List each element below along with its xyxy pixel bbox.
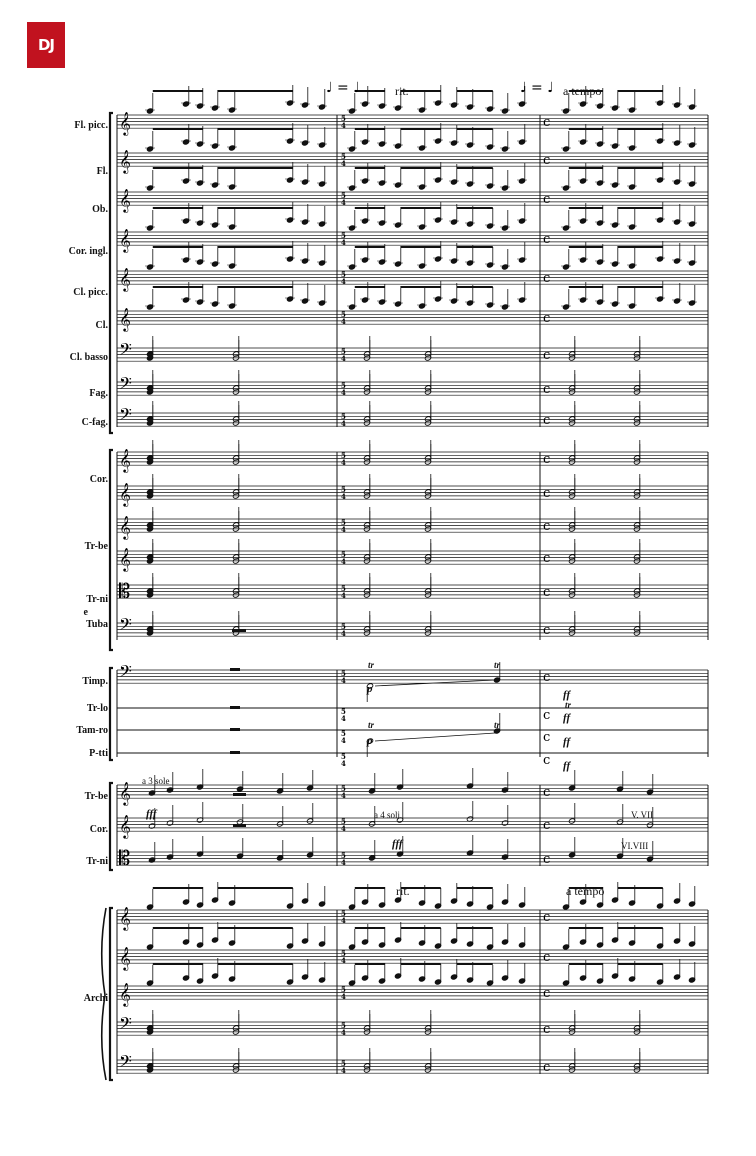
label-cl: Cl.: [95, 320, 108, 331]
common-time: c: [543, 311, 551, 326]
trill-trlo: tr: [565, 700, 572, 710]
whole-rest-perc: [230, 668, 240, 671]
common-time: c: [543, 271, 551, 286]
time-sig-5: 5: [341, 1021, 346, 1030]
tamro-roll-line: [375, 733, 495, 741]
common-time: c: [543, 232, 551, 247]
time-sig-5: 5: [341, 909, 346, 918]
label-cor-ingl: Cor. ingl.: [68, 246, 108, 257]
label-cl-basso: Cl. basso: [69, 352, 108, 363]
time-sig-4: 4: [341, 1066, 346, 1075]
label-fl: Fl.: [96, 166, 108, 177]
common-time: c: [543, 519, 551, 534]
label-cor: Cor.: [89, 474, 108, 485]
treble-clef: 𝄞: [119, 228, 131, 253]
time-sig-4: 4: [341, 198, 346, 207]
whole-rest-perc: [230, 751, 240, 754]
publisher-logo: DJ: [27, 22, 65, 68]
bass-clef: 𝄢: [119, 613, 132, 638]
time-sig-4: 4: [341, 121, 346, 130]
time-sig-4: 4: [341, 1028, 346, 1037]
time-sig-5: 5: [341, 784, 346, 793]
dynamic-fff-2: fff: [392, 838, 403, 850]
time-sig-4: 4: [341, 277, 346, 286]
bracket-woodwinds: [110, 113, 113, 433]
trill-tamro-1: tr: [368, 720, 375, 730]
bass-clef: 𝄢: [119, 338, 132, 363]
common-time: c: [543, 950, 551, 965]
time-sig-5: 5: [341, 347, 346, 356]
bracket-brass: [110, 450, 113, 650]
time-sig-5: 5: [341, 1059, 346, 1068]
time-sig-4: 4: [341, 676, 346, 685]
time-sig-4: 4: [341, 736, 346, 745]
bass-clef: 𝄢: [119, 1012, 132, 1037]
bass-clef: 𝄢: [119, 1050, 132, 1075]
time-sig-5: 5: [341, 985, 346, 994]
time-sig-5: 5: [341, 412, 346, 421]
common-time: c: [543, 852, 551, 867]
bracket-percussion: [110, 668, 113, 760]
time-sig-5: 5: [341, 191, 346, 200]
time-sig-4: 4: [341, 791, 346, 800]
time-sig-5: 5: [341, 669, 346, 678]
time-sig-5: 5: [341, 451, 346, 460]
time-sig-5: 5: [341, 270, 346, 279]
whole-rest-perc: [230, 706, 240, 709]
label-ob: Ob.: [92, 204, 108, 215]
time-sig-4: 4: [341, 956, 346, 965]
treble-clef: 𝄞: [119, 906, 131, 931]
time-sig-4: 4: [341, 557, 346, 566]
common-time: c: [543, 730, 551, 745]
trill-timp-1: tr: [368, 660, 375, 670]
dynamic-ff-tamro: ff: [563, 736, 571, 748]
time-sig-5: 5: [341, 310, 346, 319]
treble-clef: 𝄞: [119, 448, 131, 473]
treble-clef: 𝄞: [119, 307, 131, 332]
trill-timp-2: tr: [494, 660, 501, 670]
common-time: c: [543, 348, 551, 363]
time-sig-5: 5: [341, 752, 346, 761]
dynamic-p-tamro: p: [367, 735, 373, 747]
label-timp: Timp.: [82, 676, 108, 687]
label-c-fag: C-fag.: [81, 417, 108, 428]
tempo-note-glyph: ♩ = ♩: [326, 80, 360, 96]
time-sig-5: 5: [341, 949, 346, 958]
common-time: c: [543, 818, 551, 833]
time-sig-4: 4: [341, 388, 346, 397]
common-time: c: [543, 910, 551, 925]
label-tr-ni-2: Tr-ni: [86, 856, 108, 867]
label-tuba: Tuba: [86, 619, 108, 630]
tempo-a-tempo-bottom: a tempo: [566, 884, 605, 898]
dynamic-ff-ptti: ff: [563, 760, 571, 772]
time-sig-5: 5: [341, 152, 346, 161]
treble-clef: 𝄞: [119, 946, 131, 971]
label-cor-2: Cor.: [89, 824, 108, 835]
time-sig-5: 5: [341, 381, 346, 390]
common-time: c: [543, 115, 551, 130]
time-sig-5: 5: [341, 729, 346, 738]
label-archi: Archi: [83, 993, 108, 1004]
time-sig-4: 4: [341, 354, 346, 363]
common-time: c: [543, 153, 551, 168]
label-tr-lo: Tr-lo: [86, 703, 108, 714]
common-time: c: [543, 413, 551, 428]
treble-clef: 𝄞: [119, 547, 131, 572]
trill-tamro-2: tr: [494, 720, 501, 730]
time-sig-4: 4: [341, 317, 346, 326]
common-time: c: [543, 452, 551, 467]
time-sig-4: 4: [341, 458, 346, 467]
treble-clef: 𝄞: [119, 482, 131, 507]
common-time: c: [543, 486, 551, 501]
time-sig-5: 5: [341, 817, 346, 826]
time-sig-4: 4: [341, 916, 346, 925]
time-sig-5: 5: [341, 707, 346, 716]
whole-rest: [232, 629, 246, 632]
bracket-strings: [110, 908, 113, 1080]
common-time: c: [543, 192, 551, 207]
label-cl-picc: Cl. picc.: [73, 287, 108, 298]
annotation-vi-viii: VI.VIII: [621, 841, 649, 851]
time-sig-4: 4: [341, 824, 346, 833]
bass-clef: 𝄢: [119, 372, 132, 397]
whole-rest-perc: [230, 728, 240, 731]
annotation-a3-sole: a 3 sole: [142, 776, 170, 786]
label-p-tti: P-tti: [89, 748, 108, 759]
time-sig-4: 4: [341, 419, 346, 428]
common-time: c: [543, 753, 551, 768]
dynamic-p-timp: p: [367, 683, 373, 695]
label-tam-ro: Tam-ro: [76, 725, 108, 736]
treble-clef: 𝄞: [119, 982, 131, 1007]
label-e: e: [83, 607, 88, 618]
treble-clef: 𝄞: [119, 111, 131, 136]
time-sig-4: 4: [341, 759, 346, 768]
common-time: c: [543, 623, 551, 638]
time-sig-5: 5: [341, 518, 346, 527]
time-sig-5: 5: [341, 622, 346, 631]
annotation-v-vii: V. VII: [631, 810, 654, 820]
bracket-offstage-brass: [110, 783, 113, 870]
time-sig-4: 4: [341, 525, 346, 534]
common-time: c: [543, 670, 551, 685]
time-sig-5: 5: [341, 231, 346, 240]
common-time: c: [543, 585, 551, 600]
time-sig-4: 4: [341, 591, 346, 600]
time-sig-4: 4: [341, 714, 346, 723]
whole-rest: [233, 824, 246, 827]
treble-clef: 𝄞: [119, 814, 131, 839]
whole-rest: [233, 793, 246, 796]
treble-clef: 𝄞: [119, 781, 131, 806]
time-sig-4: 4: [341, 992, 346, 1001]
dynamic-ff-timp: ff: [563, 689, 571, 701]
common-time: c: [543, 785, 551, 800]
common-time: c: [543, 551, 551, 566]
dynamic-ff-trlo: ff: [563, 712, 571, 724]
time-sig-5: 5: [341, 851, 346, 860]
time-sig-5: 5: [341, 584, 346, 593]
common-time: c: [543, 986, 551, 1001]
time-sig-4: 4: [341, 858, 346, 867]
time-sig-4: 4: [341, 238, 346, 247]
time-sig-5: 5: [341, 485, 346, 494]
tempo-rit-bottom: rit.: [396, 884, 410, 898]
time-sig-5: 5: [341, 114, 346, 123]
time-sig-5: 5: [341, 550, 346, 559]
treble-clef: 𝄞: [119, 515, 131, 540]
label-tr-be-2: Tr-be: [84, 791, 108, 802]
time-sig-4: 4: [341, 492, 346, 501]
label-fl-picc: Fl. picc.: [74, 120, 108, 131]
bass-clef: 𝄢: [119, 660, 132, 685]
label-tr-ni: Tr-ni: [86, 594, 108, 605]
tempo-a-tempo-top: a tempo: [563, 84, 602, 98]
label-tr-be: Tr-be: [84, 541, 108, 552]
dynamic-fff-1: fff: [146, 808, 157, 820]
common-time: c: [543, 382, 551, 397]
label-fag: Fag.: [89, 388, 108, 399]
treble-clef: 𝄞: [119, 267, 131, 292]
treble-clef: 𝄞: [119, 149, 131, 174]
time-sig-4: 4: [341, 159, 346, 168]
common-time: c: [543, 708, 551, 723]
time-sig-4: 4: [341, 629, 346, 638]
treble-clef: 𝄞: [119, 188, 131, 213]
common-time: c: [543, 1022, 551, 1037]
alto-clef: 𝄡: [119, 846, 131, 871]
tempo-note-glyph: ♩ = ♩: [520, 80, 554, 96]
tempo-rit-top: rit.: [395, 84, 409, 98]
annotation-a4-soli: a 4 soli: [374, 810, 400, 820]
alto-clef: 𝄡: [119, 579, 131, 604]
bass-clef: 𝄢: [119, 403, 132, 428]
common-time: c: [543, 1060, 551, 1075]
